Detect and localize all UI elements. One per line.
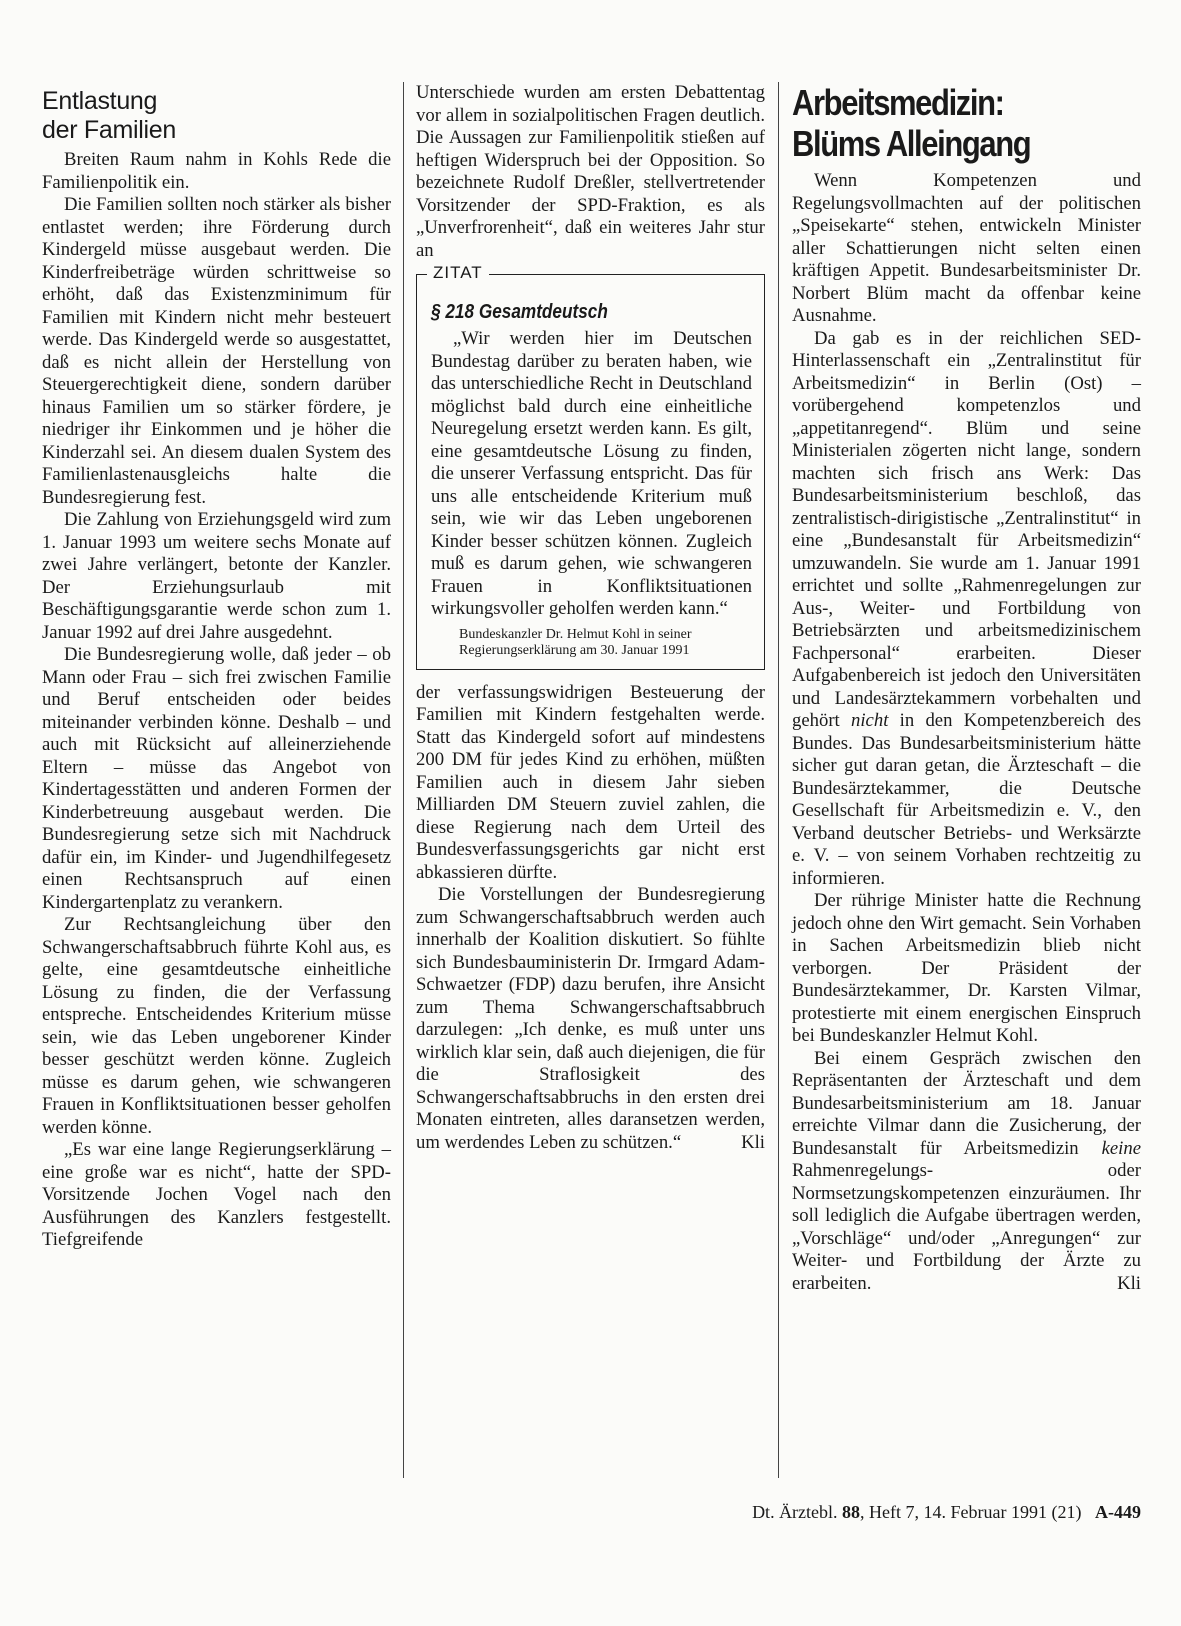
column-1 (42, 82, 391, 1252)
quote-label: ZITAT (427, 263, 489, 283)
column-rule-right (778, 82, 779, 1478)
paragraph: Unterschiede wurden am ersten Debattentag vor allem in sozialpolitischen Fragen deutlich. Die Aussagen zur Familienpolitik stießen auf heftigen Widerspruch bei der Opposition. So bezeichnete Rudolf Dreßler, stellvertretender Vorsitzender der SPD-Fraktion, es als „Unverfrorenheit“, daß ein weiteres Jahr stur an (416, 82, 765, 261)
paragraph: Die Bundesregierung wolle, daß jeder – ob Mann oder Frau – sich frei zwischen Familie und Beruf entscheiden oder beides miteinander verbinden könne. Deshalb – und auch mit Rücksicht auf alleinerziehende Eltern – müsse das Angebot von Kindertagesstätten und anderen Formen der Kinderbetreuung ausgebaut werden. Die Bundesregierung setze sich mit Nachdruck dafür ein, im Kinder- und Jugendhilfegesetz einen Rechtsanspruch auf einen Kindergartenplatz zu verankern. (42, 644, 391, 913)
emphasis: nicht (851, 710, 889, 731)
heading-line-1: Entlastung (42, 87, 158, 115)
paragraph: Der rührige Minister hatte die Rechnung jedoch ohne den Wirt gemacht. Sein Vorhaben in Sachen Arbeitsmedizin blieb nicht verborgen. Der Präsident der Bundesärztekammer, Dr. Karsten Vilmar, protestierte mit einem energischen Einspruch bei Bundeskanzler Helmut Kohl. (792, 890, 1141, 1046)
page-footer (620, 1502, 1141, 1523)
paragraph: Breiten Raum nahm in Kohls Rede die Familienpolitik ein. (42, 149, 391, 193)
quote-source: Bundeskanzler Dr. Helmut Kohl in seiner Regierungserklärung am 30. Januar 1991 (459, 626, 692, 658)
paragraph-text: Bei einem Gespräch zwischen den Repräsentanten der Ärzteschaft und dem Bundesarbeitsministerium am 18. Januar erreichte Vilmar dann die Zusicherung, der Bundesanstalt für Arbeitsmedizin (792, 1047, 1141, 1159)
column-3 (792, 82, 1141, 1295)
author-signature: Kli (741, 1131, 765, 1153)
author-signature: Kli (1117, 1272, 1141, 1294)
paragraph: der verfassungswidrigen Besteuerung der Familien mit Kindern festgehalten werde. Statt das Kindergeld sofort auf mindestens 200 DM für jedes Kind zu erhöhen, müßten Familien auch in diesem Jahr sieben Milliarden DM Steuern zuviel zahlen, die diese Regierung nach dem Urteil des Bundesverfassungsgerichts gar nicht erst abkassieren dürfte. (416, 681, 765, 883)
journal-volume: 88 (842, 1502, 861, 1522)
column-rule-left (403, 82, 404, 1478)
paragraph: Wenn Kompetenzen und Regelungsvollmachten auf der politischen „Speisekarte“ stehen, entwickeln Minister aller Schattierungen nicht selten einen kräftigen Appetit. Bundesarbeitsminister Dr. Norbert Blüm macht da offenbar keine Ausnahme. (792, 170, 1141, 326)
journal-name: Dt. Ärztebl. (752, 1502, 838, 1522)
paragraph (792, 328, 1141, 891)
paragraph: „Es war eine lange Regierungserklärung – eine große war es nicht“, hatte der SPD-Vorsitzende Jochen Vogel nach den Ausführungen des Kanzlers festgestellt. Tiefgreifende (42, 1139, 391, 1250)
paragraph-text: Da gab es in der reichlichen SED-Hinterlassenschaft ein „Zentralinstitut für Arbeitsmedizin“ in Berlin (Ost) – vorübergehend kompetenzlos und „appetitanregend“. Blüm und seine Ministerialen zögerten nicht lange, sondern machten sich frisch ans Werk: Das Bundesarbeitsministerium beschloß, das zentralistisch-dirigistische „Zentralinstitut“ in eine „Bundesanstalt für Arbeitsmedizin“ umzuwandeln. Sie wurde am 1. Januar 1991 errichtet und sollte „Rahmenregelungen zur Aus-, Weiter- und Fortbildung von Betriebsärzten und arbeitsmedizinischem Fachpersonal“ erarbeiten. Dieser Aufgabenbereich ist jedoch den Universitäten und Landesärztekammern vorbehalten und gehört (792, 327, 1141, 731)
paragraph: Zur Rechtsangleichung über den Schwangerschaftsabbruch führte Kohl aus, es gelte, eine gesamtdeutsche einheitliche Lösung zu finden, die der Verfassung entspreche. Entscheidendes Kriterium müsse sein, wie das Leben ungeborener Kinder besser geschützt werden könne. Zugleich müsse es darum gehen, wie schwangeren Frauen in Konfliktsituationen besser geholfen werden könne. (42, 914, 391, 1138)
column-2 (416, 82, 765, 1154)
quote-box (416, 263, 765, 670)
emphasis: keine (1101, 1137, 1141, 1159)
quote-text: „Wir werden hier im Deutschen Bundestag darüber zu beraten haben, wie das unterschiedliche Recht in Deutschland möglichst bald durch eine einheitliche Neuregelung ersetzt werden kann. Es gilt, eine gesamtdeutsche Lösung zu finden, die unserer Verfassung entspricht. Das für uns alle entscheidende Kriterium muß sein, wie wir das Leben ungeborenen Kinder besser schützen können. Zugleich muß es darum gehen, wie schwangeren Frauen in Konfliktsituationen wirkungsvoller geholfen werden kann.“ (431, 328, 752, 619)
paragraph-text: Die Vorstellungen der Bundesregierung zum Schwangerschaftsabbruch werden auch innerhalb der Koalition diskutiert. So fühlte sich Bundesbauministerin Dr. Irmgard Adam-Schwaetzer (FDP) dazu berufen, ihre Ansicht zum Thema Schwangerschaftsabbruch darzulegen: „Ich denke, es muß unter uns wirklich klar sein, daß auch diejenigen, die für die Straflosigkeit des Schwangerschaftsabbruchs in den ersten drei Monaten eintreten, alles daransetzen werden, um werdendes Leben zu schützen.“ (416, 884, 765, 1153)
paragraph-text: in den Kompetenzbereich des Bundes. Das Bundesarbeitsministerium hätte sicher gut daran getan, die Ärzteschaft – die Bundesärztekammer, die Deutsche Gesellschaft für Arbeitsmedizin e. V., den Verband deutscher Betriebs- und Werksärzte e. V. – von seinem Vorhaben rechtzeitig zu informieren. (792, 710, 1141, 889)
page-number: A-449 (1095, 1502, 1141, 1522)
paragraph: Die Familien sollten noch stärker als bisher entlastet werden; ihre Förderung durch Kindergeld müsse ausgebaut werden. Die Kinderfreibeträge würden schrittweise so erhöht, daß das Existenzminimum für Familien mit Kindern nicht mehr besteuert werde. Das Kindergeld werde so ausgestattet, daß es nicht allein der Herstellung von Steuergerechtigkeit diene, sondern darüber hinaus Familien um so stärker fördere, je niedriger ihr Einkommen und je höher die Kinderzahl sei. An diesem dualen System des Familienlastenausgleichs halte die Bundesregierung fest. (42, 194, 391, 508)
paragraph (416, 884, 765, 1154)
paragraph-text: Rahmenregelungs- oder Normsetzungskompetenzen einzuräumen. Ihr soll lediglich die Aufgabe übertragen werden, „Vorschläge“ und/oder „Anregungen“ zur Weiter- und Fortbildung der Ärzte zu erarbeiten. (792, 1160, 1141, 1294)
journal-issue: , Heft 7, 14. Februar 1991 (21) (860, 1502, 1082, 1522)
paragraph: Die Zahlung von Erziehungsgeld wird zum 1. Januar 1993 um weitere sechs Monate auf zwei Jahre verlängert, betonte der Kanzler. Der Erziehungsurlaub mit Beschäftigungsgarantie werde schon zum 1. Januar 1992 auf drei Jahre ausgedehnt. (42, 509, 391, 643)
article-heading-arbeitsmedizin (792, 82, 1092, 164)
paragraph (792, 1048, 1141, 1296)
heading-line-2: der Familien (42, 116, 176, 144)
heading-line-1: Arbeitsmedizin: (792, 82, 1004, 123)
quote-title: § 218 Gesamtdeutsch (431, 301, 608, 323)
heading-line-2: Blüms Alleingang (792, 123, 1031, 164)
article-heading-familien (42, 87, 391, 145)
